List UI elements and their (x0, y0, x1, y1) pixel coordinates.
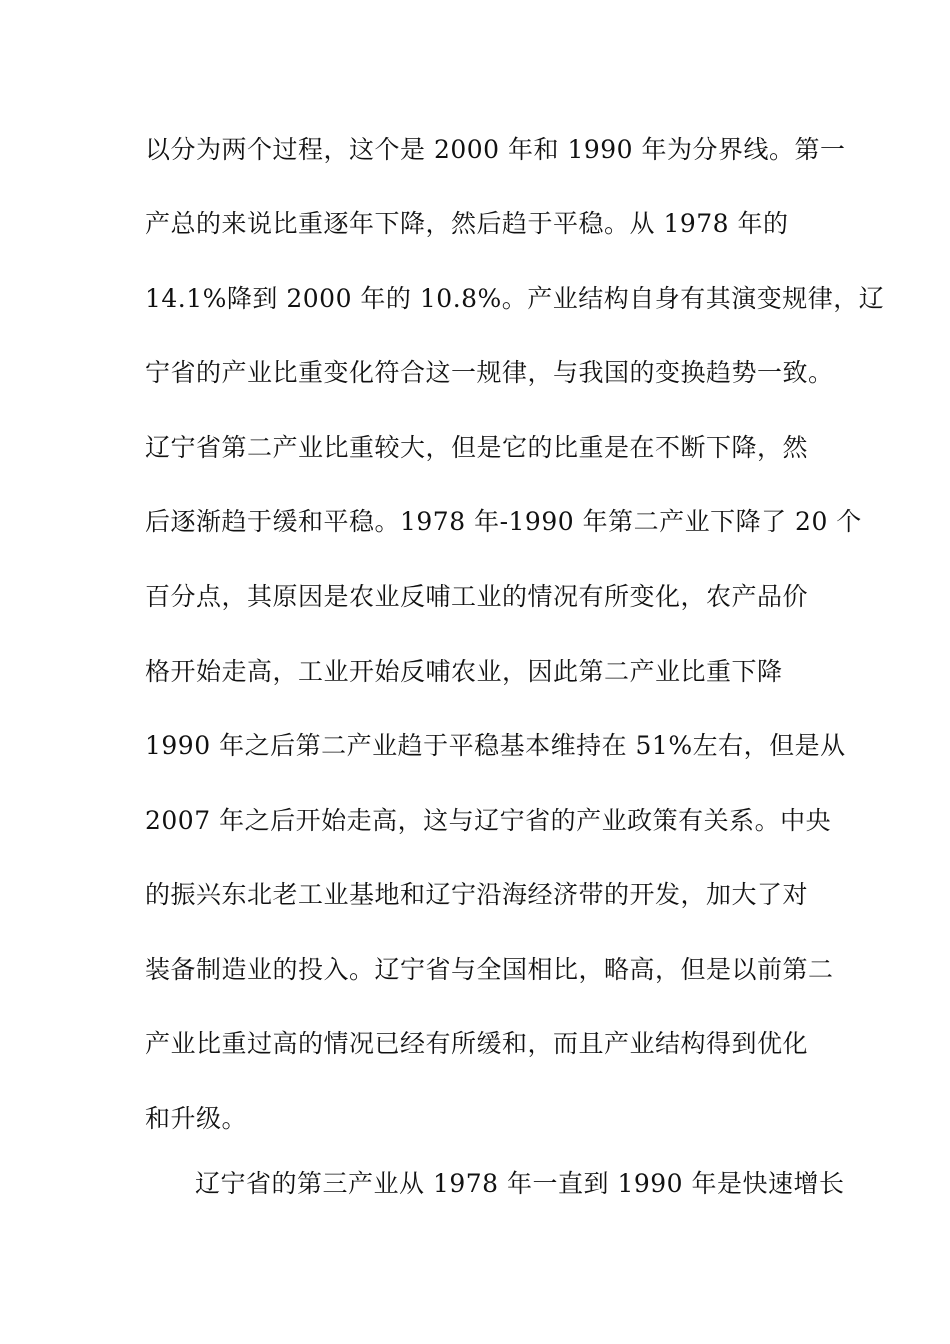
text-line-2: 产总的来说比重逐年下降，然后趋于平稳。从 1978 年的 (145, 209, 789, 238)
text-line-14: 和升级。 (145, 1104, 248, 1133)
text-line-1: 以分为两个过程，这个是 2000 年和 1990 年为分界线。第一 (145, 135, 846, 164)
text-line-6: 后逐渐趋于缓和平稳。1978 年-1990 年第二产业下降了 20 个 (145, 507, 862, 536)
text-line-5: 辽宁省第二产业比重较大，但是它的比重是在不断下降，然 (145, 433, 809, 462)
text-line-15: 辽宁省的第三产业从 1978 年一直到 1990 年是快速增长 (195, 1169, 845, 1198)
text-line-9: 1990 年之后第二产业趋于平稳基本维持在 51%左右，但是从 (145, 731, 846, 760)
text-line-12: 装备制造业的投入。辽宁省与全国相比，略高，但是以前第二 (145, 955, 834, 984)
text-line-3: 14.1%降到 2000 年的 10.8%。产业结构自身有其演变规律，辽 (145, 284, 885, 313)
text-line-11: 的振兴东北老工业基地和辽宁沿海经济带的开发，加大了对 (145, 880, 809, 909)
text-line-7: 百分点，其原因是农业反哺工业的情况有所变化，农产品价 (145, 582, 809, 611)
text-line-13: 产业比重过高的情况已经有所缓和，而且产业结构得到优化 (145, 1029, 809, 1058)
text-line-4: 宁省的产业比重变化符合这一规律，与我国的变换趋势一致。 (145, 358, 834, 387)
text-line-8: 格开始走高，工业开始反哺农业，因此第二产业比重下降 (145, 657, 783, 686)
text-line-10: 2007 年之后开始走高，这与辽宁省的产业政策有关系。中央 (145, 806, 832, 835)
